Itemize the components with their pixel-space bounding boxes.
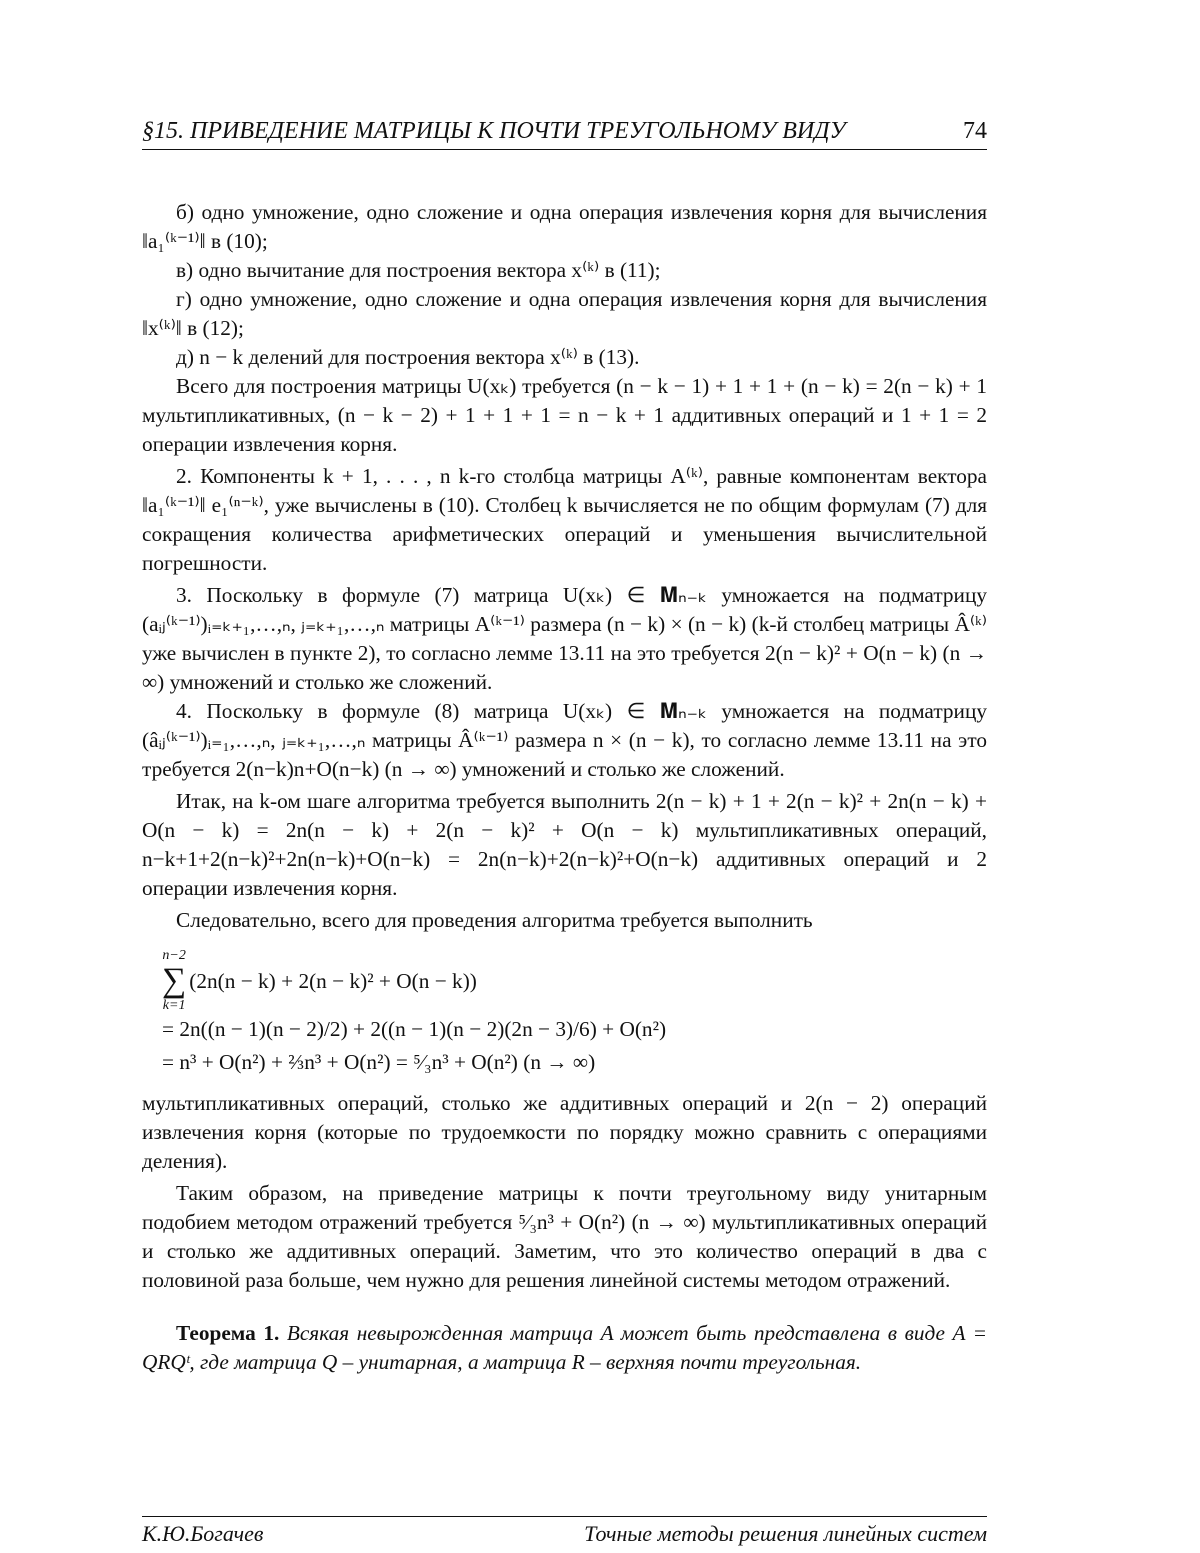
- paragraph-after-formula: мультипликативных операций, столько же аддитивных операций и 2(n − 2) операций извлечения корня (которые по трудоемкости по порядку можно сравнить с операциями деления).: [142, 1091, 987, 1173]
- running-footer: [142, 1516, 987, 1547]
- paragraph-point-2: 2. Компоненты k + 1, . . . , n k-го столбца матрицы A⁽ᵏ⁾, равные компонентам вектора ‖a₁⁽ᵏ⁻¹⁾‖ e₁⁽ⁿ⁻ᵏ⁾, уже вычислены в (10). Столбец k вычисляется не по общим формулам (7) для сокращения количества арифметических операций и уменьшения вычислительной погрешности.: [142, 464, 987, 575]
- sum-operator: [162, 949, 186, 1013]
- theorem-block: [142, 1319, 987, 1377]
- main-text: [142, 198, 987, 1377]
- running-header: [142, 118, 987, 150]
- sum-formula: [162, 949, 987, 1079]
- paragraph-item-g: г) одно умножение, одно сложение и одна операция извлечения корня для вычисления ‖x⁽ᵏ⁾‖ в (12);: [142, 287, 987, 340]
- paragraph-point-4: 4. Поскольку в формуле (8) матрица U(xₖ) ∈ 𝐌ₙ₋ₖ умножается на подматрицу (âᵢⱼ⁽ᵏ⁻¹⁾)ᵢ₌₁,…,ₙ, ⱼ₌ₖ₊₁,…,ₙ матрицы Â⁽ᵏ⁻¹⁾ размера n × (n − k), то согласно лемме 13.11 на это требуется 2(n−k)n+O(n−k) (n → ∞) умножений и столько же сложений.: [142, 699, 987, 781]
- paragraph-step-k: Итак, на k-ом шаге алгоритма требуется выполнить 2(n − k) + 1 + 2(n − k)² + 2n(n − k) + O(n − k) = 2n(n − k) + 2(n − k)² + O(n − k) мультипликативных операций, n−k+1+2(n−k)²+2n(n−k)+O(n−k) = 2n(n−k)+2(n−k)²+O(n−k) аддитивных операций и 2 операции извлечения корня.: [142, 789, 987, 900]
- section-title: §15. ПРИВЕДЕНИЕ МАТРИЦЫ К ПОЧТИ ТРЕУГОЛЬНОМУ ВИДУ: [142, 118, 846, 144]
- paragraph-point-3: 3. Поскольку в формуле (7) матрица U(xₖ) ∈ 𝐌ₙ₋ₖ умножается на подматрицу (aᵢⱼ⁽ᵏ⁻¹⁾)ᵢ₌ₖ₊₁,…,ₙ, ⱼ₌ₖ₊₁,…,ₙ матрицы A⁽ᵏ⁻¹⁾ размера (n − k) × (n − k) (k-й столбец матрицы Â⁽ᵏ⁾ уже вычислен в пункте 2), то согласно лемме 13.11 на это требуется 2(n − k)² + O(n − k) (n → ∞) умножений и столько же сложений.: [142, 583, 987, 694]
- footer-author: К.Ю.Богачев: [142, 1521, 264, 1546]
- paragraph-item-b: б) одно умножение, одно сложение и одна операция извлечения корня для вычисления ‖a₁⁽ᵏ⁻¹⁾‖ в (10);: [142, 200, 987, 253]
- paragraph-item-d: д) n − k делений для построения вектора x⁽ᵏ⁾ в (13).: [176, 345, 640, 369]
- page-number: 74: [963, 118, 987, 144]
- formula-line-3: = n³ + O(n²) + ⅔n³ + O(n²) = ⁵⁄₃n³ + O(n²) (n → ∞): [162, 1050, 596, 1074]
- theorem-statement: Всякая невырожденная матрица A может быть представлена в виде A = QRQᵗ, где матрица Q – унитарная, а матрица R – верхняя почти треугольная.: [142, 1321, 987, 1374]
- formula-line-2: = 2n((n − 1)(n − 2)/2) + 2((n − 1)(n − 2)(2n − 3)/6) + O(n²): [162, 1017, 667, 1041]
- paragraph-total-ops: Всего для построения матрицы U(xₖ) требуется (n − k − 1) + 1 + 1 + (n − k) = 2(n − k) + 1 мультипликативных, (n − k − 2) + 1 + 1 + 1 = n − k + 1 аддитивных операций и 1 + 1 = 2 операции извлечения корня.: [142, 374, 987, 456]
- sum-lower-limit: k=1: [162, 998, 186, 1013]
- theorem-label: Теорема 1.: [176, 1321, 280, 1345]
- footer-book-title: Точные методы решения линейных систем: [584, 1521, 987, 1546]
- paragraph-conclusion: Таким образом, на приведение матрицы к почти треугольному виду унитарным подобием методом отражений требуется ⁵⁄₃n³ + O(n²) (n → ∞) мультипликативных операций и столько же аддитивных операций. Заметим, что это количество операций в два с половиной раза больше, чем нужно для решения линейной системы методом отражений.: [142, 1181, 987, 1292]
- paragraph-item-v: в) одно вычитание для построения вектора x⁽ᵏ⁾ в (11);: [176, 258, 661, 282]
- paragraph-consequently: Следовательно, всего для проведения алгоритма требуется выполнить: [176, 908, 813, 932]
- sum-upper-limit: n−2: [162, 948, 186, 963]
- sigma-symbol: ∑: [162, 962, 187, 999]
- formula-line-1: (2n(n − k) + 2(n − k)² + O(n − k)): [189, 968, 477, 993]
